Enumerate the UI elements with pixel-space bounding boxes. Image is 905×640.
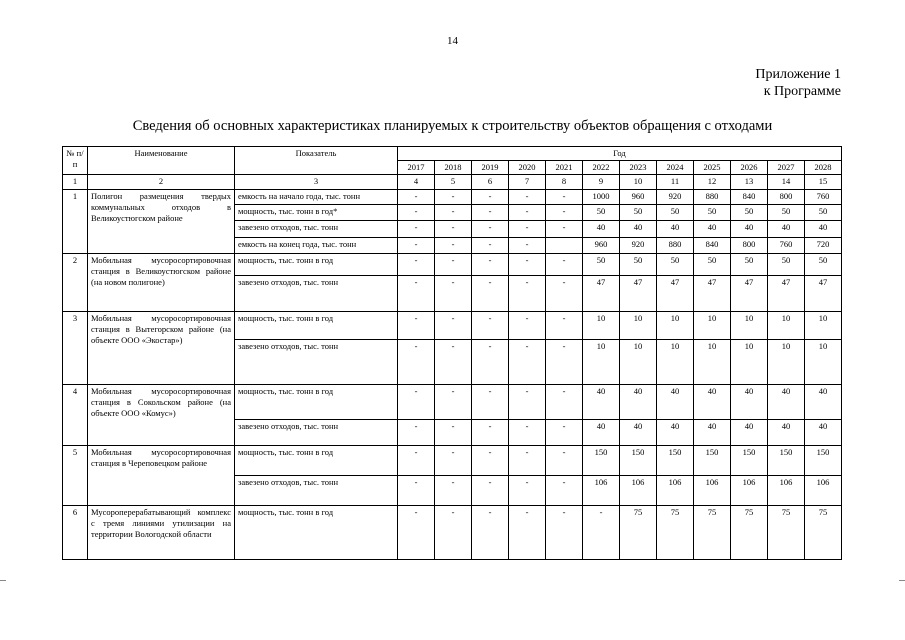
value-cell: - (472, 221, 509, 238)
header-year-2023: 2023 (620, 161, 657, 175)
object-name: Мусороперерабатывающий комплекс с тремя линиями утилизации на территории Вологодской области (88, 506, 235, 560)
value-cell: 10 (805, 312, 842, 340)
object-number: 2 (63, 254, 88, 312)
value-cell: 800 (731, 238, 768, 254)
value-cell: - (435, 221, 472, 238)
value-cell: - (583, 506, 620, 560)
value-cell: - (435, 254, 472, 276)
appendix-note (755, 66, 841, 100)
object-number: 5 (63, 446, 88, 506)
column-number: 1 (63, 175, 88, 190)
column-number: 13 (731, 175, 768, 190)
value-cell: 50 (768, 205, 805, 221)
table-row (63, 190, 842, 205)
value-cell: 150 (805, 446, 842, 476)
value-cell: - (398, 238, 435, 254)
value-cell: 50 (583, 205, 620, 221)
object-name: Мобильная мусоросортировочная станция в Вытегорском районе (на объекте ООО «Экостар») (88, 312, 235, 385)
column-number: 8 (546, 175, 583, 190)
value-cell: - (398, 254, 435, 276)
value-cell: - (509, 221, 546, 238)
object-name: Мобильная мусоросортировочная станция в Череповецком районе (88, 446, 235, 506)
column-number: 3 (235, 175, 398, 190)
value-cell: 150 (657, 446, 694, 476)
value-cell: 40 (694, 385, 731, 420)
value-cell: - (472, 254, 509, 276)
header-year: Год (398, 147, 842, 161)
value-cell: - (435, 385, 472, 420)
indicator-cell: мощность, тыс. тонн в год (235, 446, 398, 476)
object-number: 3 (63, 312, 88, 385)
value-cell: 40 (620, 420, 657, 446)
value-cell: 40 (583, 221, 620, 238)
value-cell: 50 (620, 205, 657, 221)
value-cell: - (472, 446, 509, 476)
value-cell: 40 (731, 420, 768, 446)
value-cell: 40 (657, 420, 694, 446)
indicator-cell: завезено отходов, тыс. тонн (235, 476, 398, 506)
value-cell: 50 (768, 254, 805, 276)
value-cell: - (435, 238, 472, 254)
value-cell: 960 (620, 190, 657, 205)
value-cell: 40 (694, 221, 731, 238)
value-cell: - (509, 312, 546, 340)
value-cell: - (546, 276, 583, 312)
value-cell: 106 (657, 476, 694, 506)
value-cell: - (546, 446, 583, 476)
value-cell: 40 (768, 385, 805, 420)
column-numbers-row (63, 175, 842, 190)
header-year-2019: 2019 (472, 161, 509, 175)
value-cell: 106 (731, 476, 768, 506)
scan-edge-mark-left (0, 580, 6, 581)
value-cell: 760 (805, 190, 842, 205)
value-cell: 840 (731, 190, 768, 205)
value-cell: - (546, 476, 583, 506)
appendix-line-1: Приложение 1 (755, 67, 841, 82)
scan-edge-mark-right (899, 580, 905, 581)
value-cell: - (398, 506, 435, 560)
table-row (63, 446, 842, 476)
value-cell: - (398, 312, 435, 340)
value-cell: 10 (620, 340, 657, 385)
value-cell: - (509, 276, 546, 312)
header-indicator: Показатель (235, 147, 398, 175)
value-cell: - (546, 190, 583, 205)
value-cell: 10 (583, 340, 620, 385)
indicator-cell: емкость на конец года, тыс. тонн (235, 238, 398, 254)
value-cell: 10 (731, 312, 768, 340)
value-cell: - (435, 476, 472, 506)
table-row (63, 254, 842, 276)
value-cell: - (472, 312, 509, 340)
value-cell: 10 (620, 312, 657, 340)
value-cell (546, 238, 583, 254)
value-cell: - (546, 340, 583, 385)
value-cell: 75 (768, 506, 805, 560)
value-cell: 50 (805, 254, 842, 276)
value-cell: 150 (583, 446, 620, 476)
value-cell: - (398, 385, 435, 420)
value-cell: - (546, 221, 583, 238)
value-cell: - (509, 340, 546, 385)
value-cell: - (435, 205, 472, 221)
value-cell: - (509, 476, 546, 506)
value-cell: 50 (583, 254, 620, 276)
value-cell: 720 (805, 238, 842, 254)
header-year-2018: 2018 (435, 161, 472, 175)
column-number: 9 (583, 175, 620, 190)
value-cell: - (472, 506, 509, 560)
value-cell: 47 (768, 276, 805, 312)
value-cell: - (546, 205, 583, 221)
value-cell: 75 (657, 506, 694, 560)
value-cell: 40 (694, 420, 731, 446)
value-cell: 75 (731, 506, 768, 560)
indicator-cell: емкость на начало года, тыс. тонн (235, 190, 398, 205)
column-number: 11 (657, 175, 694, 190)
value-cell: 40 (620, 221, 657, 238)
indicator-cell: завезено отходов, тыс. тонн (235, 221, 398, 238)
value-cell: 10 (731, 340, 768, 385)
object-number: 1 (63, 190, 88, 254)
value-cell: 50 (657, 254, 694, 276)
header-row-1 (63, 147, 842, 161)
value-cell: 50 (731, 205, 768, 221)
value-cell: - (435, 420, 472, 446)
value-cell: - (472, 238, 509, 254)
value-cell: - (546, 420, 583, 446)
value-cell: - (472, 420, 509, 446)
object-name: Мобильная мусоросортировочная станция в Великоустюгском районе (на новом полигоне) (88, 254, 235, 312)
column-number: 14 (768, 175, 805, 190)
value-cell: - (435, 312, 472, 340)
value-cell: - (509, 190, 546, 205)
header-name: Наименование (88, 147, 235, 175)
value-cell: 75 (620, 506, 657, 560)
value-cell: - (435, 340, 472, 385)
indicator-cell: мощность, тыс. тонн в год (235, 385, 398, 420)
value-cell: - (435, 190, 472, 205)
value-cell: 106 (583, 476, 620, 506)
value-cell: 50 (620, 254, 657, 276)
value-cell: - (398, 476, 435, 506)
value-cell: 10 (694, 312, 731, 340)
table-row (63, 385, 842, 420)
value-cell: 150 (768, 446, 805, 476)
value-cell: 106 (805, 476, 842, 506)
value-cell: 10 (583, 312, 620, 340)
column-number: 6 (472, 175, 509, 190)
value-cell: 840 (694, 238, 731, 254)
value-cell: 40 (583, 385, 620, 420)
indicator-cell: завезено отходов, тыс. тонн (235, 276, 398, 312)
value-cell: 880 (694, 190, 731, 205)
value-cell: - (472, 205, 509, 221)
value-cell: 920 (620, 238, 657, 254)
value-cell: 47 (805, 276, 842, 312)
value-cell: 800 (768, 190, 805, 205)
value-cell: - (546, 506, 583, 560)
value-cell: 47 (620, 276, 657, 312)
value-cell: 1000 (583, 190, 620, 205)
value-cell: - (398, 205, 435, 221)
value-cell: 106 (620, 476, 657, 506)
page-number: 14 (447, 35, 458, 47)
value-cell: 10 (768, 340, 805, 385)
value-cell: 40 (768, 221, 805, 238)
value-cell: 150 (694, 446, 731, 476)
header-year-2025: 2025 (694, 161, 731, 175)
value-cell: 40 (768, 420, 805, 446)
value-cell: 50 (694, 205, 731, 221)
indicator-cell: мощность, тыс. тонн в год (235, 506, 398, 560)
value-cell: - (435, 506, 472, 560)
value-cell: 50 (731, 254, 768, 276)
value-cell: - (509, 254, 546, 276)
column-number: 4 (398, 175, 435, 190)
value-cell: 75 (805, 506, 842, 560)
appendix-line-2: к Программе (763, 84, 841, 99)
header-year-2024: 2024 (657, 161, 694, 175)
value-cell: - (398, 190, 435, 205)
value-cell: 960 (583, 238, 620, 254)
column-number: 2 (88, 175, 235, 190)
value-cell: 10 (768, 312, 805, 340)
value-cell: 50 (694, 254, 731, 276)
header-year-2020: 2020 (509, 161, 546, 175)
value-cell: - (509, 446, 546, 476)
value-cell: - (509, 385, 546, 420)
value-cell: - (398, 420, 435, 446)
value-cell: 40 (731, 221, 768, 238)
objects-table (62, 146, 842, 560)
header-year-2027: 2027 (768, 161, 805, 175)
value-cell: - (472, 340, 509, 385)
value-cell: 47 (583, 276, 620, 312)
value-cell: - (435, 276, 472, 312)
column-number: 5 (435, 175, 472, 190)
column-number: 7 (509, 175, 546, 190)
column-number: 12 (694, 175, 731, 190)
value-cell: - (398, 276, 435, 312)
value-cell: - (472, 385, 509, 420)
value-cell: - (435, 446, 472, 476)
indicator-cell: мощность, тыс. тонн в год (235, 254, 398, 276)
value-cell: 150 (620, 446, 657, 476)
value-cell: - (509, 238, 546, 254)
value-cell: 47 (657, 276, 694, 312)
header-num: № п/п (63, 147, 88, 175)
value-cell: - (546, 312, 583, 340)
value-cell: 50 (657, 205, 694, 221)
value-cell: 40 (657, 385, 694, 420)
value-cell: 40 (805, 385, 842, 420)
value-cell: 920 (657, 190, 694, 205)
value-cell: - (509, 420, 546, 446)
header-year-2028: 2028 (805, 161, 842, 175)
value-cell: - (472, 190, 509, 205)
value-cell: 150 (731, 446, 768, 476)
value-cell: - (546, 254, 583, 276)
value-cell: 40 (620, 385, 657, 420)
value-cell: 10 (805, 340, 842, 385)
value-cell: 10 (694, 340, 731, 385)
column-number: 10 (620, 175, 657, 190)
value-cell: 50 (805, 205, 842, 221)
value-cell: - (398, 340, 435, 385)
header-year-2017: 2017 (398, 161, 435, 175)
document-title: Сведения об основных характеристиках планируемых к строительству объектов обращения с отходами (132, 118, 773, 134)
value-cell: 40 (583, 420, 620, 446)
value-cell: 10 (657, 340, 694, 385)
value-cell: 75 (694, 506, 731, 560)
value-cell: - (398, 221, 435, 238)
value-cell: - (472, 276, 509, 312)
indicator-cell: мощность, тыс. тонн в год (235, 312, 398, 340)
object-name: Мобильная мусоросортировочная станция в Сокольском районе (на объекте ООО «Комус») (88, 385, 235, 446)
value-cell: 106 (768, 476, 805, 506)
table-row (63, 312, 842, 340)
column-number: 15 (805, 175, 842, 190)
value-cell: 880 (657, 238, 694, 254)
value-cell: 106 (694, 476, 731, 506)
indicator-cell: завезено отходов, тыс. тонн (235, 420, 398, 446)
value-cell: 40 (805, 221, 842, 238)
value-cell: - (398, 446, 435, 476)
indicator-cell: мощность, тыс. тонн в год* (235, 205, 398, 221)
object-number: 4 (63, 385, 88, 446)
value-cell: - (509, 205, 546, 221)
indicator-cell: завезено отходов, тыс. тонн (235, 340, 398, 385)
value-cell: 40 (731, 385, 768, 420)
table-row (63, 506, 842, 560)
value-cell: 47 (731, 276, 768, 312)
header-year-2021: 2021 (546, 161, 583, 175)
value-cell: - (546, 385, 583, 420)
object-name: Полигон размещения твердых коммунальных отходов в Великоустюгском районе (88, 190, 235, 254)
value-cell: 40 (657, 221, 694, 238)
value-cell: - (472, 476, 509, 506)
value-cell: 760 (768, 238, 805, 254)
value-cell: 10 (657, 312, 694, 340)
value-cell: 47 (694, 276, 731, 312)
value-cell: 40 (805, 420, 842, 446)
object-number: 6 (63, 506, 88, 560)
header-year-2026: 2026 (731, 161, 768, 175)
header-year-2022: 2022 (583, 161, 620, 175)
value-cell: - (509, 506, 546, 560)
